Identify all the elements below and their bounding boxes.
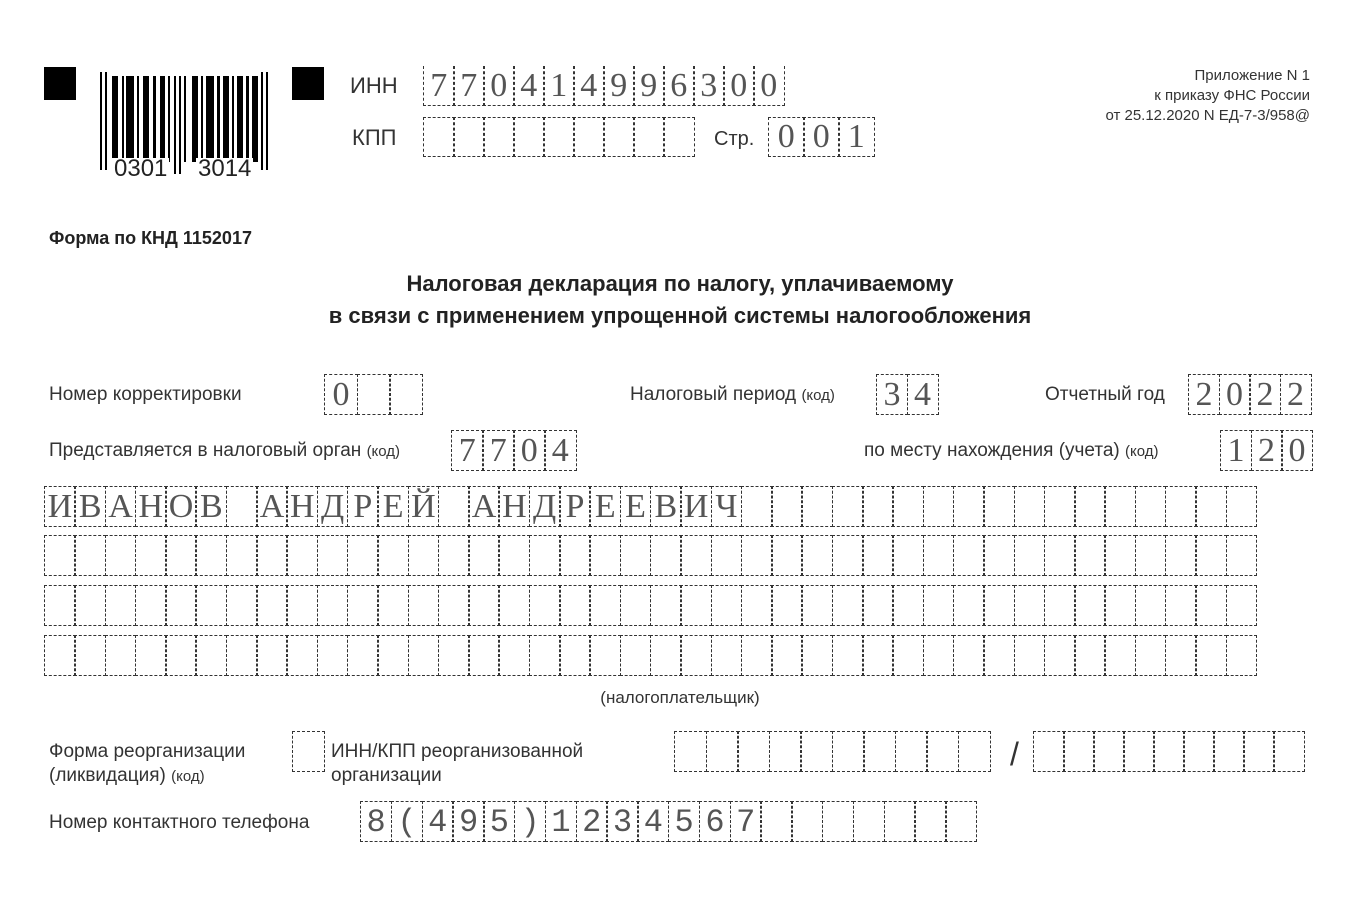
- tax-office-field[interactable]: [451, 430, 577, 471]
- char-cell[interactable]: [620, 585, 652, 626]
- char-cell[interactable]: [832, 585, 864, 626]
- char-cell[interactable]: [791, 801, 823, 842]
- char-cell[interactable]: 2: [1249, 374, 1281, 415]
- char-cell[interactable]: [892, 535, 924, 576]
- inn-kpp-separator: /: [1010, 736, 1019, 772]
- kpp-field[interactable]: [423, 117, 695, 157]
- char-cell[interactable]: [711, 585, 743, 626]
- char-cell[interactable]: [589, 635, 621, 676]
- char-cell[interactable]: [1226, 535, 1258, 576]
- char-cell[interactable]: [862, 585, 894, 626]
- char-cell[interactable]: 4: [573, 66, 605, 106]
- char-cell[interactable]: [741, 486, 773, 527]
- char-cell[interactable]: 7: [423, 66, 455, 106]
- char-cell[interactable]: [1135, 585, 1167, 626]
- char-cell[interactable]: 2: [1280, 374, 1312, 415]
- char-cell[interactable]: [165, 635, 197, 676]
- char-cell[interactable]: [650, 535, 682, 576]
- char-cell[interactable]: 9: [633, 66, 665, 106]
- char-cell[interactable]: [1063, 731, 1095, 772]
- char-cell[interactable]: [74, 585, 106, 626]
- char-cell[interactable]: Й: [408, 486, 440, 527]
- char-cell[interactable]: Н: [286, 486, 318, 527]
- reorganized-inn-kpp-label-line-1: ИНН/КПП реорганизованной: [331, 741, 584, 762]
- inn-label: ИНН: [350, 73, 398, 98]
- char-cell[interactable]: [923, 635, 955, 676]
- char-cell[interactable]: [286, 635, 318, 676]
- reorganization-form-code-suffix: (код): [171, 768, 205, 785]
- char-cell[interactable]: 0: [1219, 374, 1251, 415]
- char-cell[interactable]: [862, 535, 894, 576]
- phone-field[interactable]: [360, 801, 977, 842]
- char-cell[interactable]: [1123, 731, 1155, 772]
- char-cell[interactable]: [1165, 535, 1197, 576]
- char-cell[interactable]: [256, 585, 288, 626]
- char-cell[interactable]: 1: [838, 117, 875, 157]
- char-cell[interactable]: [438, 486, 470, 527]
- char-cell[interactable]: И: [680, 486, 712, 527]
- char-cell[interactable]: В: [650, 486, 682, 527]
- char-cell[interactable]: [620, 535, 652, 576]
- char-cell[interactable]: Р: [559, 486, 591, 527]
- inn-field[interactable]: [423, 66, 785, 106]
- taxpayer-row[interactable]: [44, 635, 1257, 676]
- char-cell[interactable]: [1183, 731, 1215, 772]
- char-cell[interactable]: [105, 635, 137, 676]
- char-cell[interactable]: [832, 635, 864, 676]
- char-cell[interactable]: [589, 535, 621, 576]
- tax-period-code-suffix: (код): [801, 387, 835, 404]
- char-cell[interactable]: 1: [545, 801, 577, 842]
- reorganized-inn-kpp-label-line-2: организации: [331, 765, 442, 786]
- char-cell[interactable]: [529, 635, 561, 676]
- char-cell[interactable]: [771, 486, 803, 527]
- char-cell[interactable]: [1226, 585, 1258, 626]
- char-cell[interactable]: [801, 635, 833, 676]
- char-cell[interactable]: 4: [544, 430, 577, 471]
- tax-office-label-text: Представляется в налоговый орган: [49, 440, 362, 461]
- char-cell[interactable]: [423, 117, 455, 157]
- char-cell[interactable]: [1135, 535, 1167, 576]
- char-cell[interactable]: [958, 731, 991, 772]
- char-cell[interactable]: [741, 635, 773, 676]
- char-cell[interactable]: 7: [453, 66, 485, 106]
- char-cell[interactable]: 3: [876, 374, 908, 415]
- char-cell[interactable]: [953, 486, 985, 527]
- char-cell[interactable]: [953, 585, 985, 626]
- char-cell[interactable]: [771, 535, 803, 576]
- char-cell[interactable]: [650, 585, 682, 626]
- char-cell[interactable]: [741, 535, 773, 576]
- char-cell[interactable]: [1014, 635, 1046, 676]
- char-cell[interactable]: Н: [498, 486, 530, 527]
- char-cell[interactable]: 1: [543, 66, 575, 106]
- char-cell[interactable]: Д: [317, 486, 349, 527]
- char-cell[interactable]: [800, 731, 833, 772]
- char-cell[interactable]: [1033, 731, 1065, 772]
- char-cell[interactable]: [620, 635, 652, 676]
- char-cell[interactable]: [1273, 731, 1305, 772]
- correction-number-label: Номер корректировки: [49, 384, 242, 405]
- char-cell[interactable]: [1165, 585, 1197, 626]
- char-cell[interactable]: [1226, 486, 1258, 527]
- char-cell[interactable]: [895, 731, 928, 772]
- appendix-line-1: Приложение N 1: [1194, 67, 1310, 84]
- char-cell[interactable]: [377, 635, 409, 676]
- char-cell[interactable]: 2: [1251, 430, 1283, 471]
- char-cell[interactable]: 6: [663, 66, 695, 106]
- char-cell[interactable]: [737, 731, 770, 772]
- char-cell[interactable]: 0: [753, 66, 785, 106]
- char-cell[interactable]: [498, 585, 530, 626]
- char-cell[interactable]: [292, 731, 325, 772]
- char-cell[interactable]: Ч: [711, 486, 743, 527]
- taxpayer-row[interactable]: [44, 486, 1257, 527]
- char-cell[interactable]: [633, 117, 665, 157]
- char-cell[interactable]: [832, 731, 865, 772]
- char-cell[interactable]: [769, 731, 802, 772]
- char-cell[interactable]: 4: [907, 374, 939, 415]
- char-cell[interactable]: [226, 635, 258, 676]
- form-code: Форма по КНД 1152017: [49, 228, 252, 248]
- barcode: [100, 72, 278, 182]
- char-cell[interactable]: [711, 635, 743, 676]
- char-cell[interactable]: [1165, 486, 1197, 527]
- char-cell[interactable]: (: [391, 801, 423, 842]
- char-cell[interactable]: [498, 535, 530, 576]
- char-cell[interactable]: [559, 535, 591, 576]
- char-cell[interactable]: Е: [589, 486, 621, 527]
- char-cell[interactable]: [892, 585, 924, 626]
- char-cell[interactable]: [195, 535, 227, 576]
- title-line-2: в связи с применением упрощенной системы налогообложения: [328, 303, 1032, 328]
- char-cell[interactable]: [529, 535, 561, 576]
- char-cell[interactable]: [468, 585, 500, 626]
- char-cell[interactable]: [674, 731, 707, 772]
- char-cell[interactable]: [347, 635, 379, 676]
- char-cell[interactable]: 2: [1188, 374, 1220, 415]
- tax-period-field[interactable]: [876, 374, 939, 415]
- char-cell[interactable]: [1104, 635, 1136, 676]
- location-code-suffix: (код): [1125, 443, 1159, 460]
- char-cell[interactable]: [1014, 535, 1046, 576]
- tax-office-code-suffix: (код): [366, 443, 401, 460]
- char-cell[interactable]: 0: [324, 374, 358, 415]
- char-cell[interactable]: [832, 486, 864, 527]
- char-cell[interactable]: [347, 585, 379, 626]
- char-cell[interactable]: 0: [803, 117, 840, 157]
- char-cell[interactable]: Н: [135, 486, 167, 527]
- reorganization-form-field[interactable]: [292, 731, 325, 772]
- char-cell[interactable]: [1195, 635, 1227, 676]
- char-cell[interactable]: [357, 374, 391, 415]
- char-cell[interactable]: [286, 585, 318, 626]
- char-cell[interactable]: [44, 535, 76, 576]
- char-cell[interactable]: И: [44, 486, 76, 527]
- char-cell[interactable]: [408, 635, 440, 676]
- char-cell[interactable]: [1165, 635, 1197, 676]
- char-cell[interactable]: [389, 374, 423, 415]
- char-cell[interactable]: [706, 731, 739, 772]
- char-cell[interactable]: [741, 585, 773, 626]
- char-cell[interactable]: [923, 486, 955, 527]
- appendix-line-2: к приказу ФНС России: [1154, 87, 1310, 104]
- char-cell[interactable]: [317, 635, 349, 676]
- char-cell[interactable]: [135, 635, 167, 676]
- char-cell[interactable]: [529, 585, 561, 626]
- char-cell[interactable]: 4: [422, 801, 454, 842]
- char-cell[interactable]: [983, 635, 1015, 676]
- title-line-1: Налоговая декларация по налогу, уплачиваемому: [406, 271, 954, 296]
- char-cell[interactable]: [1044, 486, 1076, 527]
- char-cell[interactable]: [377, 585, 409, 626]
- char-cell[interactable]: [317, 535, 349, 576]
- reorganization-form-label-line-1: Форма реорганизации: [49, 741, 246, 762]
- char-cell[interactable]: [983, 535, 1015, 576]
- char-cell[interactable]: А: [468, 486, 500, 527]
- page-label: Стр.: [714, 128, 755, 150]
- char-cell[interactable]: А: [256, 486, 288, 527]
- char-cell[interactable]: [1243, 731, 1275, 772]
- char-cell[interactable]: [165, 585, 197, 626]
- char-cell[interactable]: [256, 535, 288, 576]
- char-cell[interactable]: [1044, 585, 1076, 626]
- tax-period-label: [630, 384, 835, 407]
- reorganized-kpp-field[interactable]: [1033, 731, 1305, 772]
- char-cell[interactable]: [884, 801, 916, 842]
- char-cell[interactable]: [105, 585, 137, 626]
- char-cell[interactable]: 6: [699, 801, 731, 842]
- char-cell[interactable]: [438, 635, 470, 676]
- char-cell[interactable]: [74, 635, 106, 676]
- char-cell[interactable]: [862, 635, 894, 676]
- char-cell[interactable]: Р: [347, 486, 379, 527]
- reorganized-inn-kpp-label: [331, 740, 583, 788]
- char-cell[interactable]: [195, 635, 227, 676]
- char-cell[interactable]: [1195, 535, 1227, 576]
- char-cell[interactable]: [453, 117, 485, 157]
- char-cell[interactable]: [543, 117, 575, 157]
- char-cell[interactable]: 3: [606, 801, 638, 842]
- char-cell[interactable]: Д: [529, 486, 561, 527]
- char-cell[interactable]: [74, 535, 106, 576]
- char-cell[interactable]: [498, 635, 530, 676]
- char-cell[interactable]: [983, 585, 1015, 626]
- char-cell[interactable]: [408, 535, 440, 576]
- location-code-label: [864, 440, 1159, 463]
- char-cell[interactable]: 4: [637, 801, 669, 842]
- char-cell[interactable]: [256, 635, 288, 676]
- char-cell[interactable]: 1: [1220, 430, 1252, 471]
- char-cell[interactable]: 9: [603, 66, 635, 106]
- char-cell[interactable]: [559, 585, 591, 626]
- char-cell[interactable]: [771, 635, 803, 676]
- char-cell[interactable]: [1044, 535, 1076, 576]
- char-cell[interactable]: [513, 117, 545, 157]
- char-cell[interactable]: [1093, 731, 1125, 772]
- char-cell[interactable]: О: [165, 486, 197, 527]
- char-cell[interactable]: [1195, 585, 1227, 626]
- char-cell[interactable]: [1213, 731, 1245, 772]
- char-cell[interactable]: [195, 585, 227, 626]
- char-cell[interactable]: [801, 585, 833, 626]
- char-cell[interactable]: [573, 117, 605, 157]
- char-cell[interactable]: [1074, 635, 1106, 676]
- char-cell[interactable]: [760, 801, 792, 842]
- page-number-field[interactable]: [768, 117, 875, 157]
- char-cell[interactable]: 0: [1281, 430, 1313, 471]
- char-cell[interactable]: [1104, 486, 1136, 527]
- char-cell[interactable]: [945, 801, 977, 842]
- char-cell[interactable]: [1104, 585, 1136, 626]
- char-cell[interactable]: [1135, 635, 1167, 676]
- char-cell[interactable]: [1044, 635, 1076, 676]
- appendix-line-3: от 25.12.2020 N ЕД-7-3/958@: [1105, 107, 1310, 124]
- tax-period-label-text: Налоговый период: [630, 384, 797, 405]
- kpp-label: КПП: [352, 125, 397, 150]
- location-code-field[interactable]: [1220, 430, 1313, 471]
- phone-label: Номер контактного телефона: [49, 812, 310, 833]
- char-cell[interactable]: [317, 585, 349, 626]
- location-code-label-text: по месту нахождения (учета): [864, 440, 1120, 461]
- char-cell[interactable]: А: [105, 486, 137, 527]
- reorganization-form-label: [49, 740, 245, 789]
- char-cell[interactable]: [226, 486, 258, 527]
- char-cell[interactable]: [468, 535, 500, 576]
- char-cell[interactable]: [1104, 535, 1136, 576]
- char-cell[interactable]: ): [514, 801, 546, 842]
- char-cell[interactable]: [1074, 585, 1106, 626]
- char-cell[interactable]: [926, 731, 959, 772]
- char-cell[interactable]: В: [195, 486, 227, 527]
- char-cell[interactable]: [44, 635, 76, 676]
- char-cell[interactable]: [711, 535, 743, 576]
- char-cell[interactable]: [862, 486, 894, 527]
- char-cell[interactable]: 0: [513, 430, 546, 471]
- tax-office-label: [49, 440, 400, 463]
- char-cell[interactable]: 5: [483, 801, 515, 842]
- char-cell[interactable]: [1074, 486, 1106, 527]
- char-cell[interactable]: [892, 486, 924, 527]
- char-cell[interactable]: [771, 585, 803, 626]
- char-cell[interactable]: 9: [452, 801, 484, 842]
- barcode-digits-left: 0301: [114, 155, 168, 182]
- char-cell[interactable]: [286, 535, 318, 576]
- barcode-digits-right: 3014: [198, 155, 252, 182]
- char-cell[interactable]: 3: [693, 66, 725, 106]
- reorganization-form-label-line-2: (ликвидация): [49, 765, 166, 786]
- correction-number-field[interactable]: [324, 374, 423, 415]
- char-cell[interactable]: [650, 635, 682, 676]
- char-cell[interactable]: 7: [482, 430, 515, 471]
- char-cell[interactable]: [801, 486, 833, 527]
- char-cell[interactable]: [226, 535, 258, 576]
- char-cell[interactable]: [135, 585, 167, 626]
- alignment-marker-left: [44, 67, 76, 100]
- char-cell[interactable]: [1153, 731, 1185, 772]
- taxpayer-row[interactable]: [44, 585, 1257, 626]
- char-cell[interactable]: [468, 635, 500, 676]
- char-cell[interactable]: [408, 585, 440, 626]
- char-cell[interactable]: [801, 535, 833, 576]
- char-cell[interactable]: [438, 535, 470, 576]
- char-cell[interactable]: [923, 585, 955, 626]
- reorganized-inn-field[interactable]: [674, 731, 991, 772]
- char-cell[interactable]: [438, 585, 470, 626]
- appendix-reference: [1105, 66, 1310, 126]
- char-cell[interactable]: [1135, 486, 1167, 527]
- char-cell[interactable]: 0: [723, 66, 755, 106]
- char-cell[interactable]: [1014, 486, 1046, 527]
- document-title: [0, 268, 1360, 332]
- char-cell[interactable]: [603, 117, 635, 157]
- alignment-marker-right: [292, 67, 324, 100]
- char-cell[interactable]: [559, 635, 591, 676]
- char-cell[interactable]: [226, 585, 258, 626]
- char-cell[interactable]: [863, 731, 896, 772]
- char-cell[interactable]: 8: [360, 801, 392, 842]
- char-cell[interactable]: [680, 585, 712, 626]
- char-cell[interactable]: [953, 635, 985, 676]
- char-cell[interactable]: [44, 585, 76, 626]
- char-cell[interactable]: В: [74, 486, 106, 527]
- char-cell[interactable]: [483, 117, 515, 157]
- char-cell[interactable]: [135, 535, 167, 576]
- taxpayer-caption: (налогоплательщик): [600, 688, 760, 707]
- taxpayer-row[interactable]: [44, 535, 1257, 576]
- reporting-year-label: Отчетный год: [1045, 384, 1165, 405]
- char-cell[interactable]: [892, 635, 924, 676]
- char-cell[interactable]: 2: [576, 801, 608, 842]
- char-cell[interactable]: Е: [377, 486, 409, 527]
- char-cell[interactable]: [589, 585, 621, 626]
- char-cell[interactable]: [1014, 585, 1046, 626]
- char-cell[interactable]: Е: [620, 486, 652, 527]
- char-cell[interactable]: [953, 535, 985, 576]
- char-cell[interactable]: [347, 535, 379, 576]
- reporting-year-field[interactable]: [1188, 374, 1312, 415]
- char-cell[interactable]: 7: [451, 430, 484, 471]
- char-cell[interactable]: 0: [483, 66, 515, 106]
- char-cell[interactable]: [680, 635, 712, 676]
- char-cell[interactable]: [165, 535, 197, 576]
- char-cell[interactable]: 5: [668, 801, 700, 842]
- char-cell[interactable]: 7: [730, 801, 762, 842]
- char-cell[interactable]: [105, 535, 137, 576]
- char-cell[interactable]: [832, 535, 864, 576]
- char-cell[interactable]: [923, 535, 955, 576]
- char-cell[interactable]: [1195, 486, 1227, 527]
- char-cell[interactable]: [1226, 635, 1258, 676]
- char-cell[interactable]: [914, 801, 946, 842]
- char-cell[interactable]: 0: [768, 117, 805, 157]
- char-cell[interactable]: [853, 801, 885, 842]
- char-cell[interactable]: [822, 801, 854, 842]
- char-cell[interactable]: [377, 535, 409, 576]
- char-cell[interactable]: 4: [513, 66, 545, 106]
- char-cell[interactable]: [680, 535, 712, 576]
- char-cell[interactable]: [1074, 535, 1106, 576]
- char-cell[interactable]: [983, 486, 1015, 527]
- char-cell[interactable]: [663, 117, 695, 157]
